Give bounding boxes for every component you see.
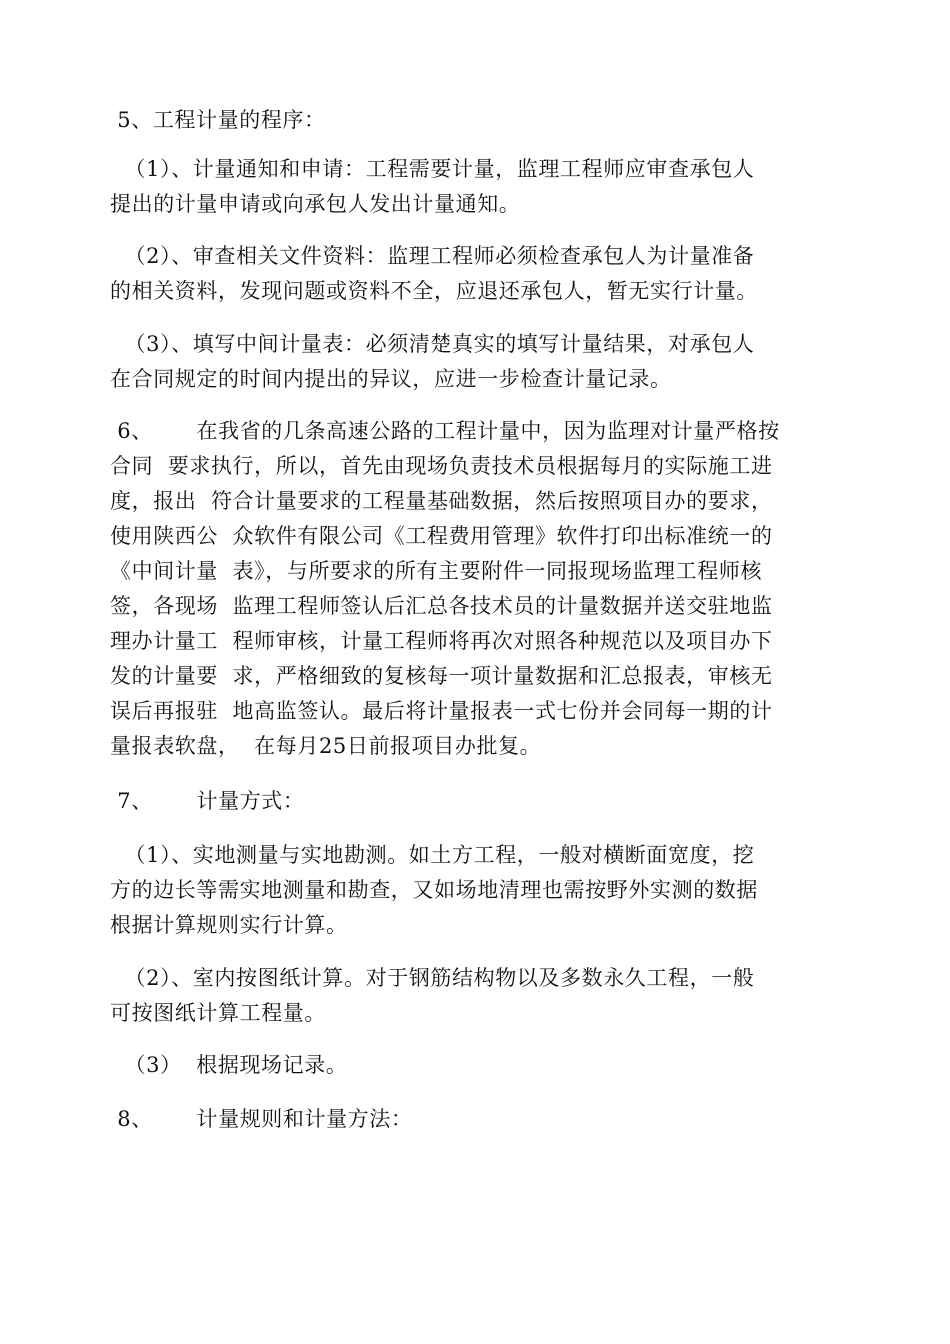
paragraph-7-3: （3） 根据现场记录。	[110, 1053, 348, 1077]
paragraph-5-2-line-1: （2）、审查相关文件资料：监理工程师必须检查承包人为计量准备	[110, 244, 755, 268]
paragraph-6-line-8: 发的计量要 求，严格细致的复核每一项计量数据和汇总报表，审核无	[110, 664, 773, 688]
paragraph-5-1-line-2: 提出的计量申请或向承包人发出计量通知。	[110, 192, 521, 216]
paragraph-6-line-2: 合同 要求执行，所以，首先由现场负责技术员根据每月的实际施工进	[110, 454, 773, 478]
paragraph-7-1-line-1: （1）、实地测量与实地勘测。如土方工程，一般对横断面宽度，挖	[110, 843, 755, 867]
paragraph-6-line-1: 6、 在我省的几条高速公路的工程计量中，因为监理对计量严格按	[110, 419, 780, 443]
paragraph-6-line-6: 签，各现场 监理工程师签认后汇总各技术员的计量数据并送交驻地监	[110, 594, 773, 618]
paragraph-6-line-3: 度，报出 符合计量要求的工程量基础数据，然后按照项目办的要求，	[110, 489, 773, 513]
paragraph-5-3-line-2: 在合同规定的时间内提出的异议，应进一步检查计量记录。	[110, 367, 672, 391]
paragraph-6-line-10: 量报表软盘， 在每月25日前报项目办批复。	[110, 734, 542, 758]
section-8-heading: 8、 计量规则和计量方法：	[110, 1107, 413, 1131]
paragraph-6-line-7: 理办计量工 程师审核，计量工程师将再次对照各种规范以及项目办下	[110, 629, 773, 653]
paragraph-6-line-5: 《中间计量 表》，与所要求的所有主要附件一同报现场监理工程师核	[110, 559, 763, 583]
paragraph-5-2-line-2: 的相关资料，发现问题或资料不全，应退还承包人，暂无实行计量。	[110, 279, 758, 303]
paragraph-7-2-line-1: （2）、室内按图纸计算。对于钢筋结构物以及多数永久工程，一般	[110, 966, 755, 990]
paragraph-6-line-4: 使用陕西公 众软件有限公司《工程费用管理》软件打印出标准统一的	[110, 524, 773, 548]
paragraph-7-1-line-2: 方的边长等需实地测量和勘查，又如场地清理也需按野外实测的数据	[110, 878, 758, 902]
paragraph-7-1-line-3: 根据计算规则实行计算。	[110, 913, 348, 937]
paragraph-5-1-line-1: （1）、计量通知和申请：工程需要计量，监理工程师应审查承包人	[110, 157, 755, 181]
paragraph-5-3-line-1: （3）、填写中间计量表：必须清楚真实的填写计量结果，对承包人	[110, 332, 755, 356]
paragraph-7-2-line-2: 可按图纸计算工程量。	[110, 1001, 326, 1025]
section-5-heading: 5、工程计量的程序：	[110, 108, 326, 132]
section-7-heading: 7、 计量方式：	[110, 789, 305, 813]
paragraph-6-line-9: 误后再报驻 地高监签认。最后将计量报表一式七份并会同每一期的计	[110, 699, 773, 723]
